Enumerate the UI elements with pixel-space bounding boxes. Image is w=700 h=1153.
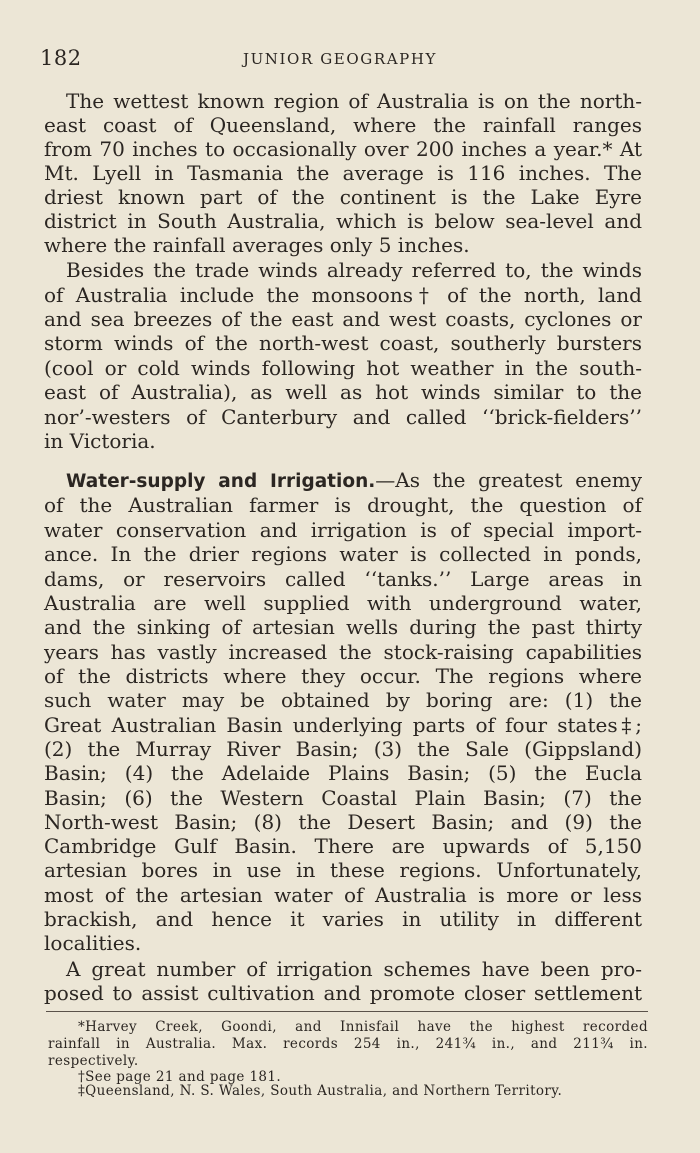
text-line: water conservation and irrigation is of special import- <box>44 518 642 542</box>
running-title: JUNIOR GEOGRAPHY <box>242 50 438 68</box>
text-line: east of Australia), as well as hot winds similar to the <box>44 380 642 404</box>
text-line: of Australia include the monsoons† of the north, land <box>44 283 642 307</box>
text-line: Basin; (6) the Western Coastal Plain Basin; (7) the <box>44 786 642 810</box>
text-line: of the Australian farmer is drought, the question of <box>44 493 642 517</box>
footnote-divider <box>46 1011 648 1012</box>
text-line: Cambridge Gulf Basin. There are upwards of 5,150 <box>44 834 642 858</box>
text-line: brackish, and hence it varies in utility in different <box>44 907 642 931</box>
text-line: driest known part of the continent is the Lake Eyre <box>44 185 642 209</box>
text-line: in Victoria. <box>44 429 156 453</box>
footnote-line: rainfall in Australia. Max. records 254 in., 241¾ in., and 211¾ in. <box>48 1036 648 1052</box>
text-line: of the districts where they occur. The regions where <box>44 664 642 688</box>
footnote-line: ‡Queensland, N. S. Wales, South Australia, and Northern Territory. <box>78 1083 563 1099</box>
text-line: localities. <box>44 931 142 955</box>
text-line: such water may be obtained by boring are: (1) the <box>44 688 642 712</box>
text-line: posed to assist cultivation and promote closer settlement <box>44 981 642 1005</box>
footnote-line: respectively. <box>48 1053 139 1069</box>
text-line: (2) the Murray River Basin; (3) the Sale (Gippsland) <box>44 737 642 761</box>
text-line: from 70 inches to occasionally over 200 inches a year.* At <box>44 137 642 161</box>
text-line: Besides the trade winds already referred to, the winds <box>66 258 642 282</box>
footnote-line: *Harvey Creek, Goondi, and Innisfail have the highest recorded <box>78 1019 648 1035</box>
text-line: —As the greatest enemy <box>375 468 642 492</box>
text-line: where the rainfall averages only 5 inches. <box>44 233 470 257</box>
text-line: storm winds of the north-west coast, southerly bursters <box>44 331 642 355</box>
footnote-line: †See page 21 and page 181. <box>78 1069 282 1085</box>
text-line: (cool or cold winds following hot weather in the south- <box>44 356 642 380</box>
text-line: district in South Australia, which is below sea-level and <box>44 209 642 233</box>
text-line: most of the artesian water of Australia is more or less <box>44 883 642 907</box>
text-line: Mt. Lyell in Tasmania the average is 116 inches. The <box>44 161 642 185</box>
text-line: Basin; (4) the Adelaide Plains Basin; (5) the Eucla <box>44 761 642 785</box>
section-heading: Water-supply and Irrigation. <box>66 471 376 492</box>
text-line: Australia are well supplied with underground water, <box>44 591 642 615</box>
text-line: nor’-westers of Canterbury and called ‘‘brick-fielders’’ <box>44 405 642 429</box>
section-first-line <box>66 468 642 492</box>
text-line: The wettest known region of Australia is on the north- <box>66 89 642 113</box>
page-number: 182 <box>40 46 82 70</box>
text-line: artesian bores in use in these regions. Unfortunately, <box>44 858 642 882</box>
text-line: A great number of irrigation schemes have been pro- <box>66 957 642 981</box>
text-line: ance. In the drier regions water is collected in ponds, <box>44 542 642 566</box>
text-line: dams, or reservoirs called ‘‘tanks.’’ Large areas in <box>44 567 642 591</box>
text-line: North-west Basin; (8) the Desert Basin; and (9) the <box>44 810 642 834</box>
text-line: Great Australian Basin underlying parts of four states‡; <box>44 713 642 737</box>
text-line: and the sinking of artesian wells during the past thirty <box>44 615 642 639</box>
text-line: and sea breezes of the east and west coasts, cyclones or <box>44 307 642 331</box>
text-line: east coast of Queensland, where the rainfall ranges <box>44 113 642 137</box>
text-line: years has vastly increased the stock-raising capabilities <box>44 640 642 664</box>
